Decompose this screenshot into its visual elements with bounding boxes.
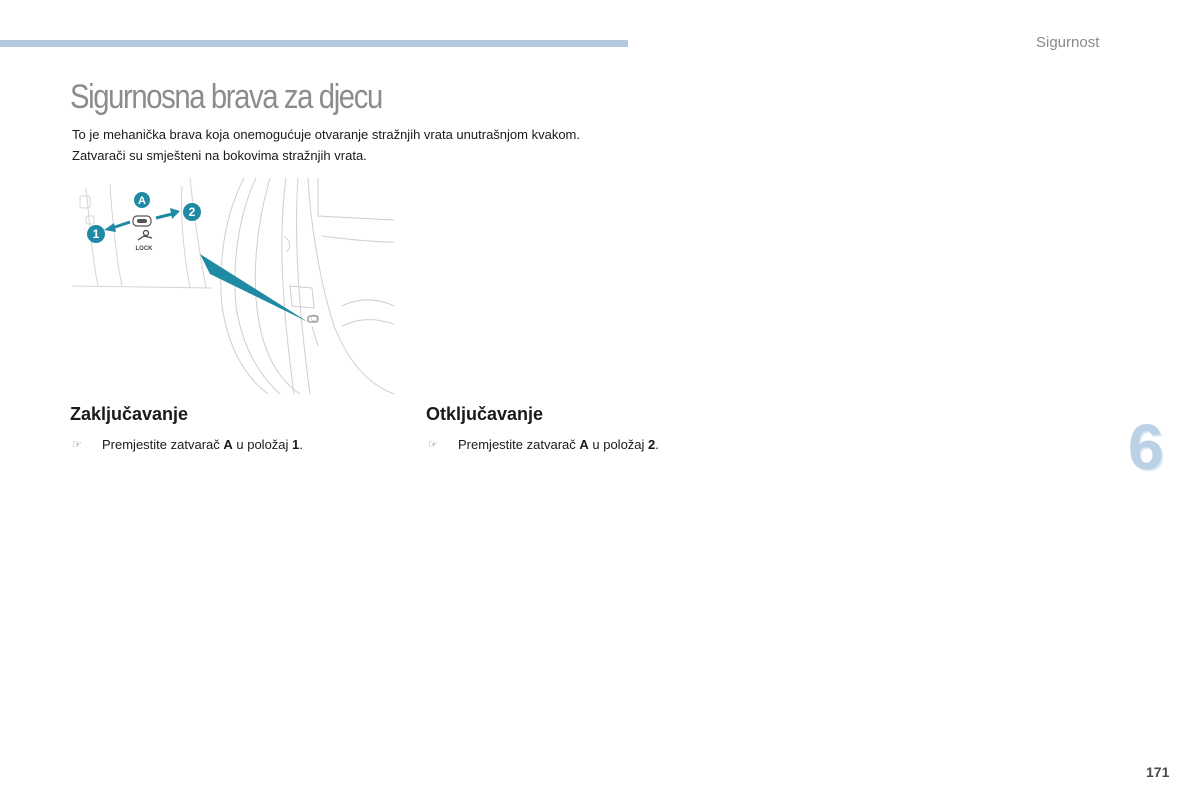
door-edge-drawing xyxy=(72,176,398,396)
chapter-number: 6 xyxy=(1128,411,1164,483)
position-ref: 2 xyxy=(648,437,656,452)
callout-2-label: 2 xyxy=(188,205,196,219)
pointing-hand-icon: ☞ xyxy=(428,439,438,451)
lock-text: LOCK xyxy=(135,246,153,252)
text-part: u položaj xyxy=(232,437,293,452)
child-lock-illustration xyxy=(72,176,398,396)
callout-1 xyxy=(87,225,105,243)
text-part: Premjestite zatvarač xyxy=(458,437,580,452)
locking-instruction-text xyxy=(102,437,303,452)
text-part: u položaj xyxy=(588,437,649,452)
callout-2 xyxy=(183,203,201,221)
intro-text xyxy=(72,124,580,166)
callout-a-label: A xyxy=(138,195,146,207)
intro-line-1: To je mehanička brava koja onemogućuje otvaranje stražnjih vrata unutrašnjom kvakom. xyxy=(72,127,580,142)
locking-heading: Zaključavanje xyxy=(70,404,189,424)
unlocking-heading: Otključavanje xyxy=(426,404,544,424)
text-part: . xyxy=(655,437,659,452)
unlocking-instruction-text xyxy=(458,437,659,452)
latch-ref: A xyxy=(579,437,589,452)
latch-ref: A xyxy=(223,437,233,452)
arrow-to-position-1-icon xyxy=(104,222,130,232)
child-figure-icon xyxy=(138,231,152,241)
intro-line-2: Zatvarači su smješteni na bokovima stražnjih vrata. xyxy=(72,148,367,163)
header-accent-bar xyxy=(0,40,628,47)
child-lock-knob-icon xyxy=(133,216,151,226)
position-ref: 1 xyxy=(292,437,300,452)
pointing-hand-icon: ☞ xyxy=(72,439,82,451)
unlocking-instruction xyxy=(426,437,659,452)
callout-1-label: 1 xyxy=(92,227,100,241)
page-number: 171 xyxy=(1146,764,1170,780)
callout-a xyxy=(134,192,150,208)
section-label: Sigurnost xyxy=(1036,34,1100,51)
locking-instruction xyxy=(70,437,303,452)
text-part: Premjestite zatvarač xyxy=(102,437,224,452)
locking-section xyxy=(70,404,303,452)
unlocking-section xyxy=(426,404,659,452)
pointer-wedge xyxy=(200,254,308,322)
text-part: . xyxy=(299,437,303,452)
arrow-to-position-2-icon xyxy=(156,208,180,219)
page-title: Sigurnosna brava za djecu xyxy=(70,78,382,116)
